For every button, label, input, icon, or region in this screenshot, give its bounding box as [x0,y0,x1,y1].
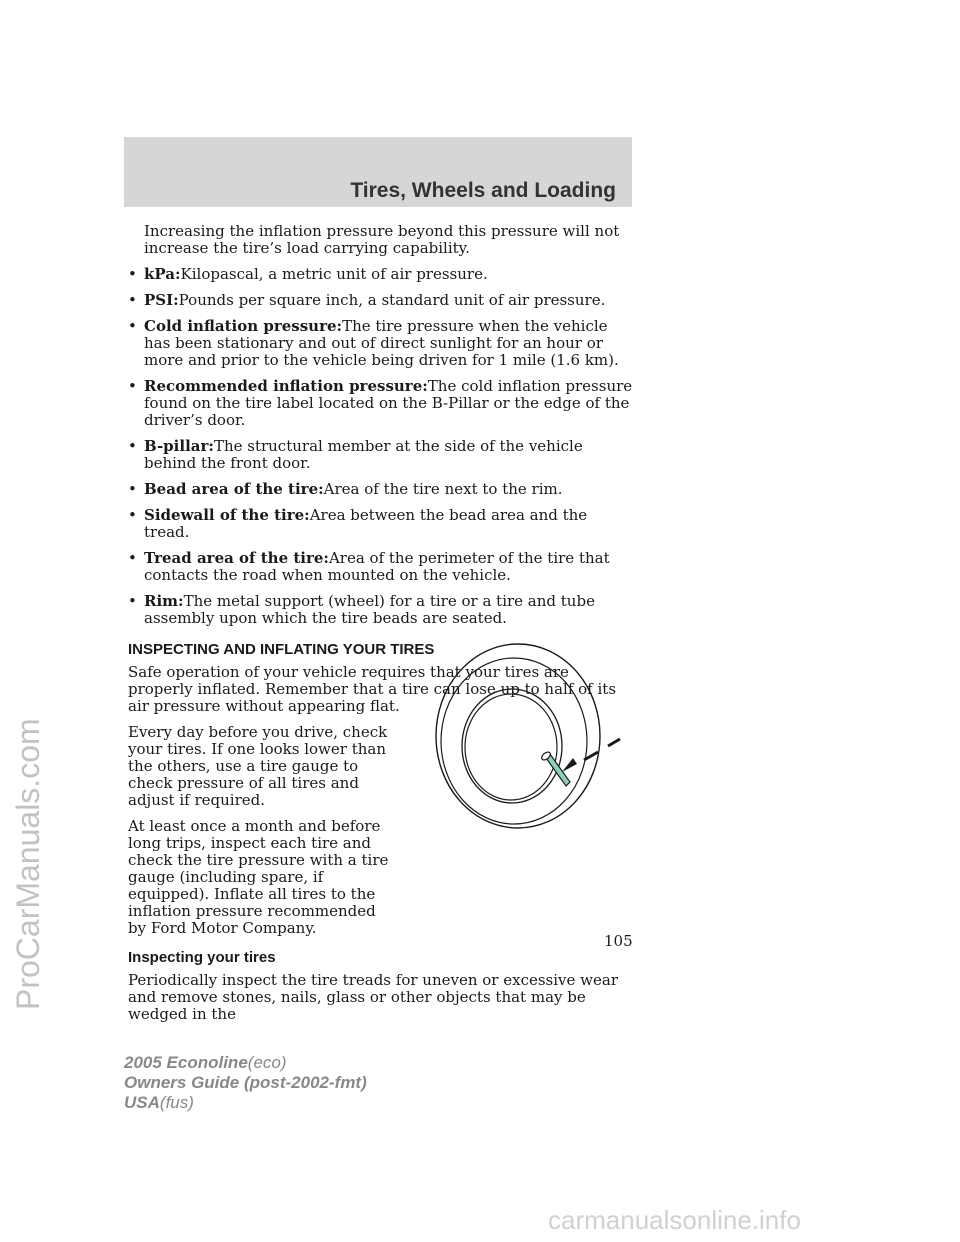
definition-item: • Tread area of the tire:Area of the perimeter of the tire that contacts the road when mounted on the vehicle. [128,549,610,584]
bullet-icon: • [128,592,137,610]
definition-item: • Cold inflation pressure:The tire pressure when the vehicle has been stationary and out of direct sunlight for an hour or more and prior to the vehicle being driven for 1 mile (1.6 km). [128,317,619,369]
definition-item: • Recommended inflation pressure:The cold inflation pressure found on the tire label located on the B-Pillar or the edge of the driver’s door. [128,377,633,429]
section-title: Tires, Wheels and Loading [350,179,616,202]
definition-item: • kPa:Kilopascal, a metric unit of air pressure. [128,265,488,283]
bullet-icon: • [128,377,137,395]
page-number: 105 [604,932,633,950]
definition-item: • PSI:Pounds per square inch, a standard unit of air pressure. [128,291,606,309]
bullet-icon: • [128,265,137,283]
definition-item: • B-pillar:The structural member at the side of the vehicle behind the front door. [128,437,583,472]
document-footer: 2005 Econoline(eco) Owners Guide (post-2002-fmt) USA(fus) [124,1053,367,1112]
arrow-icon [562,739,620,772]
body-paragraph: Safe operation of your vehicle requires that your tires are properly inflated. Remember that a tire can lose up to half of its air pressure without appearing flat. [128,663,617,715]
subsection-heading: Inspecting your tires [128,949,276,966]
section-heading: INSPECTING AND INFLATING YOUR TIRES [128,641,435,658]
definition-item: • Rim:The metal support (wheel) for a tire or a tire and tube assembly upon which the tire beads are seated. [128,592,595,627]
body-paragraph: Every day before you drive, check your tires. If one looks lower than the others, use a tire gauge to check pressure of all tires and adjust if required. [128,723,388,809]
bullet-icon: • [128,506,137,524]
definition-item: • Bead area of the tire:Area of the tire next to the rim. [128,480,563,498]
definition-item: • Sidewall of the tire:Area between the bead area and the tread. [128,506,588,541]
definition-list [128,266,633,627]
tire-icon [436,644,600,828]
page-content [128,223,633,1032]
bullet-icon: • [128,317,137,335]
body-paragraph: Periodically inspect the tire treads for uneven or excessive wear and remove stones, nails, glass or other objects that may be wedged in the [128,971,618,1023]
bullet-icon: • [128,480,137,498]
tire-valve-illustration [432,638,632,848]
bullet-icon: • [128,291,137,309]
intro-paragraph: Increasing the inflation pressure beyond this pressure will not increase the tire’s load carrying capability. [144,222,620,257]
header-band [124,137,632,207]
bullet-icon: • [128,437,137,455]
bullet-icon: • [128,549,137,567]
body-paragraph: At least once a month and before long trips, inspect each tire and check the tire pressure with a tire gauge (including spare, if equipped). Inflate all tires to the inflation pressure recommended by Ford Motor Company. [128,817,389,937]
site-watermark: carmanualsonline.info [548,1205,801,1235]
